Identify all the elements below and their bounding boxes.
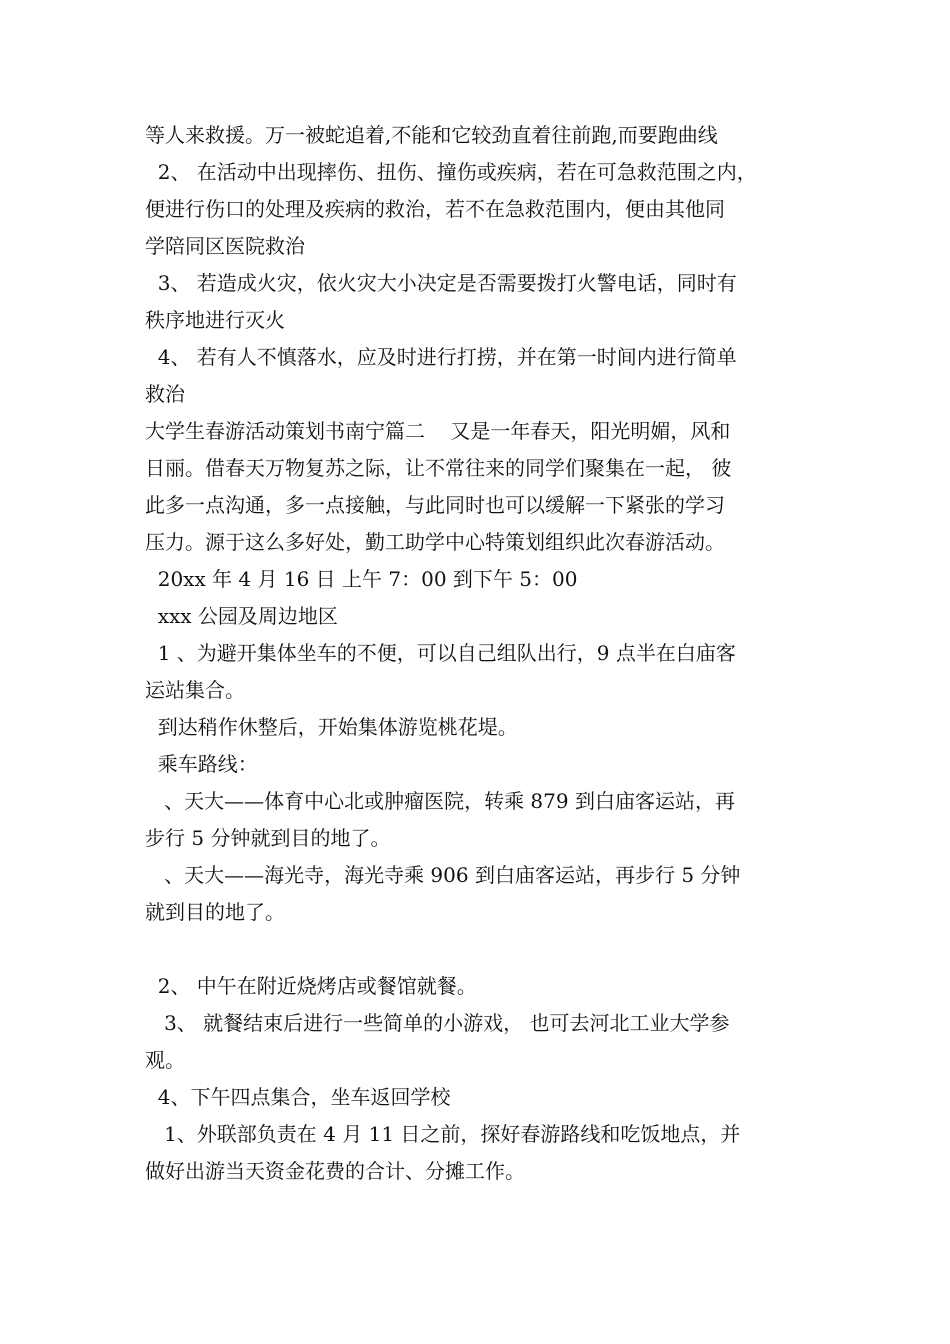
text-line: 2、 中午在附近烧烤店或餐馆就餐。 — [145, 974, 477, 998]
text-line: 秩序地进行灭火 — [145, 308, 285, 332]
text-line: 乘车路线： — [145, 752, 258, 776]
text-line: 步行 5 分钟就到目的地了。 — [145, 826, 391, 850]
text-line: 3、 若造成火灾，依火灾大小决定是否需要拨打火警电话，同时有 — [145, 271, 737, 295]
text-line: 2、 在活动中出现摔伤、扭伤、撞伤或疾病，若在可急救范围之内， — [145, 160, 757, 184]
text-line: 就到目的地了。 — [145, 900, 285, 924]
text-line: 等人来救援。万一被蛇追着,不能和它较劲直着往前跑,而要跑曲线 — [145, 123, 718, 147]
text-line: 、天大——海光寺，海光寺乘 906 到白庙客运站，再步行 5 分钟 — [145, 863, 741, 887]
text-line: 此多一点沟通，多一点接触，与此同时也可以缓解一下紧张的学习 — [145, 493, 725, 517]
text-line: 4、 若有人不慎落水，应及时进行打捞，并在第一时间内进行简单 — [145, 345, 737, 369]
text-line: 1、外联部负责在 4 月 11 日之前，探好春游路线和吃饭地点，并 — [145, 1122, 741, 1146]
text-line: 救治 — [145, 382, 185, 406]
text-line: xxx 公园及周边地区 — [145, 604, 338, 628]
text-line: 4、下午四点集合，坐车返回学校 — [145, 1085, 451, 1109]
text-line: 、天大——体育中心北或肿瘤医院，转乘 879 到白庙客运站，再 — [145, 789, 735, 813]
text-line: 日丽。借春天万物复苏之际，让不常往来的同学们聚集在一起， 彼 — [145, 456, 732, 480]
text-line: 3、 就餐结束后进行一些简单的小游戏， 也可去河北工业大学参 — [145, 1011, 730, 1035]
text-line: 20xx 年 4 月 16 日 上午 7：00 到下午 5：00 — [145, 567, 578, 591]
text-line: 1 、为避开集体坐车的不便，可以自己组队出行，9 点半在白庙客 — [145, 641, 736, 665]
text-line: 运站集合。 — [145, 678, 245, 702]
text-line: 到达稍作休整后，开始集体游览桃花堤。 — [145, 715, 518, 739]
text-line: 学陪同区医院救治 — [145, 234, 305, 258]
text-line: 压力。源于这么多好处，勤工助学中心特策划组织此次春游活动。 — [145, 530, 725, 554]
text-line: 大学生春游活动策划书南宁篇二 又是一年春天，阳光明媚，风和 — [145, 419, 731, 443]
text-line: 做好出游当天资金花费的合计、分摊工作。 — [145, 1159, 525, 1183]
text-line: 观。 — [145, 1048, 185, 1072]
text-line: 便进行伤口的处理及疾病的救治，若不在急救范围内，便由其他同 — [145, 197, 725, 221]
